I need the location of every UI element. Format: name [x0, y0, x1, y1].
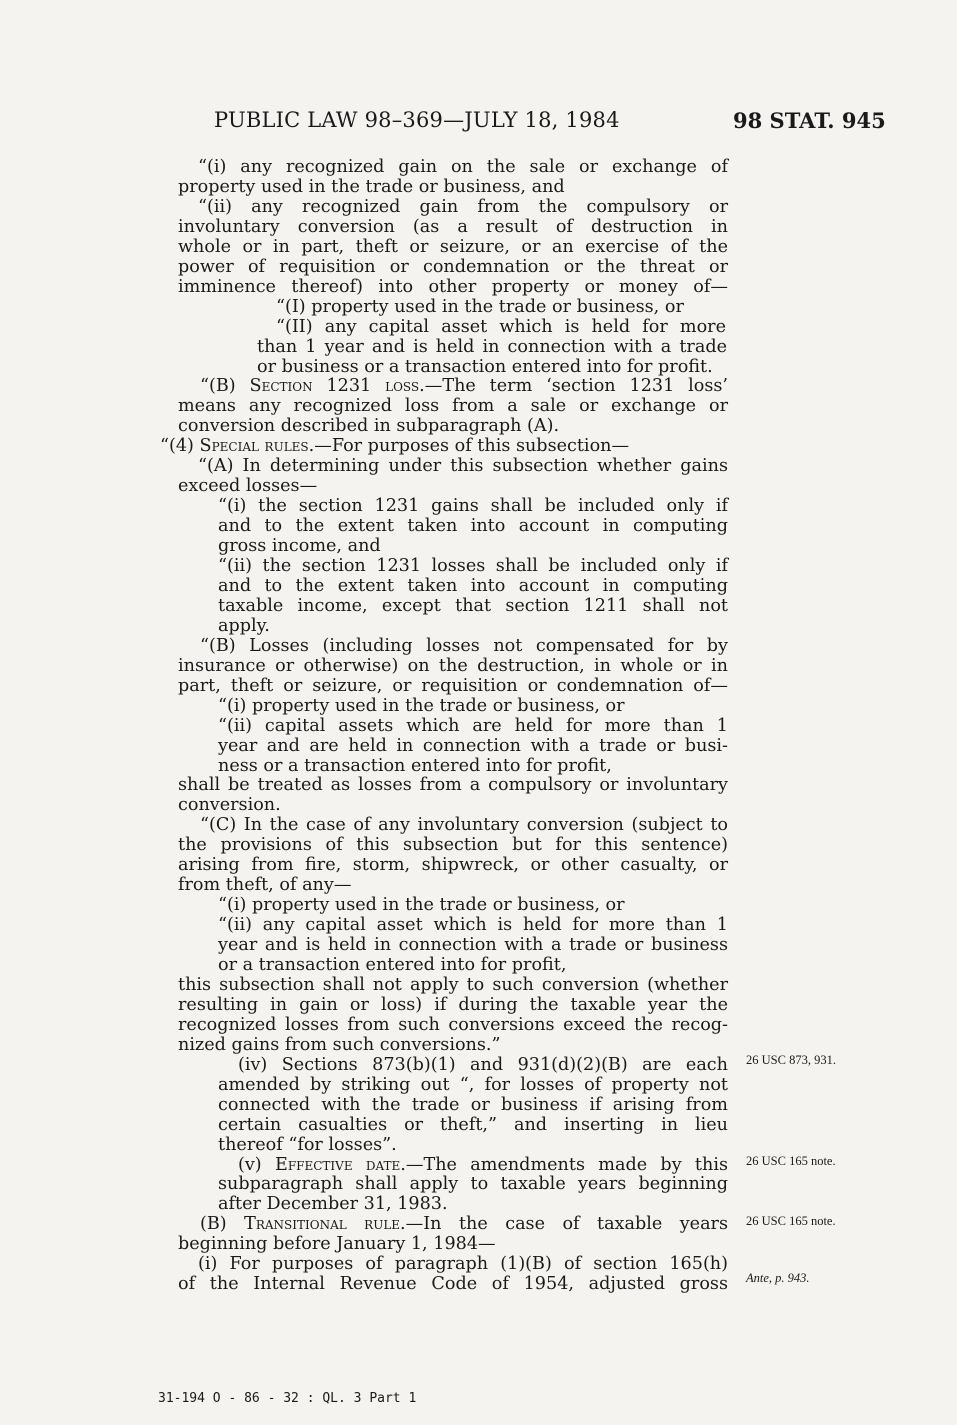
heading-small-caps: Section 1231 loss — [249, 376, 420, 397]
text-line: after December 31, 1983. — [218, 1194, 448, 1215]
text-line: (i) For purposes of paragraph (1)(B) of section 165(h) — [198, 1254, 728, 1275]
text-line: of the Internal Revenue Code of 1954, adjusted gross — [178, 1274, 728, 1295]
header-stat-citation: 98 STAT. 945 — [733, 108, 886, 133]
text-line: (v) Effective date.—The amendments made by this — [238, 1154, 728, 1175]
text-line: “(ii) capital assets which are held for more than 1 — [218, 715, 728, 736]
text-line: power of requisition or condemnation or the threat or — [178, 256, 728, 277]
text-line: “(i) the section 1231 gains shall be included only if — [218, 496, 728, 517]
text-line: part, theft or seizure, or requisition or condemnation of— — [178, 675, 728, 696]
text-line: thereof “for losses”. — [218, 1134, 397, 1155]
text-line: imminence thereof) into other property or money of— — [178, 276, 728, 297]
text-line: from theft, of any— — [178, 875, 352, 896]
text-line: apply. — [218, 615, 270, 636]
text-line: or business or a transaction entered into for profit. — [257, 356, 713, 377]
text-line: beginning before January 1, 1984— — [178, 1234, 496, 1255]
margin-note: Ante, p. 943. — [746, 1271, 810, 1285]
text-line: ness or a transaction entered into for profit, — [218, 755, 612, 776]
page-header — [0, 108, 957, 138]
text-line: “(i) property used in the trade or business, or — [218, 895, 625, 916]
text-line: year and is held in connection with a trade or business — [218, 935, 728, 956]
text-line: resulting in gain or loss) if during the taxable year the — [178, 994, 728, 1015]
text-line: “(C) In the case of any involuntary conversion (subject to — [200, 815, 728, 836]
text-line: amended by striking out “, for losses of property not — [218, 1074, 728, 1095]
page-footer: 31-194 O - 86 - 32 : QL. 3 Part 1 — [158, 1391, 417, 1406]
text-line: insurance or otherwise) on the destruction, in whole or in — [178, 655, 728, 676]
text-line: “(B) Losses (including losses not compensated for by — [200, 635, 728, 656]
header-title: PUBLIC LAW 98–369—JULY 18, 1984 — [214, 108, 620, 132]
text-line: (B) Transitional rule.—In the case of taxable years — [200, 1214, 728, 1235]
text-line: “(A) In determining under this subsection whether gains — [198, 456, 728, 477]
text-line: this subsection shall not apply to such conversion (whether — [178, 974, 728, 995]
text-line: (iv) Sections 873(b)(1) and 931(d)(2)(B) are each — [238, 1054, 728, 1075]
text-line: and to the extent taken into account in computing — [218, 516, 728, 537]
text-line: nized gains from such conversions.” — [178, 1034, 501, 1055]
text-line: taxable income, except that section 1211 shall not — [218, 595, 728, 616]
text-line: subparagraph shall apply to taxable years beginning — [218, 1174, 728, 1195]
text-line: than 1 year and is held in connection with a trade — [257, 336, 727, 357]
text-line: the provisions of this subsection but for this sentence) — [178, 835, 728, 856]
text-line: gross income, and — [218, 536, 381, 557]
margin-note: 26 USC 165 note. — [746, 1154, 836, 1168]
heading-small-caps: Transitional rule — [244, 1214, 401, 1235]
text-line: year and are held in connection with a trade or busi- — [218, 735, 728, 756]
text-line: means any recognized loss from a sale or exchange or — [178, 396, 728, 417]
text-line: recognized losses from such conversions exceed the recog- — [178, 1014, 728, 1035]
margin-note: 26 USC 165 note. — [746, 1214, 836, 1228]
text-line: exceed losses— — [178, 476, 318, 497]
text-line: whole or in part, theft or seizure, or an exercise of the — [178, 236, 728, 257]
text-line: “(B) Section 1231 loss.—The term ‘section 1231 loss’ — [200, 376, 729, 397]
text-line: “(i) any recognized gain on the sale or exchange of — [198, 157, 728, 177]
text-line: “(ii) any capital asset which is held for more than 1 — [218, 915, 728, 936]
margin-note: 26 USC 873, 931. — [746, 1053, 836, 1067]
heading-small-caps: Effective date — [274, 1154, 401, 1175]
text-line: “(i) property used in the trade or business, or — [218, 695, 625, 716]
text-line: “(4) Special rules.—For purposes of this subsection— — [160, 436, 630, 457]
text-line: “(I) property used in the trade or business, or — [276, 296, 684, 317]
text-line: and to the extent taken into account in computing — [218, 575, 728, 596]
text-line: or a transaction entered into for profit, — [218, 955, 567, 975]
text-line: conversion. — [178, 795, 281, 816]
text-line: connected with the trade or business if arising from — [218, 1094, 728, 1115]
text-line: “(ii) any recognized gain from the compulsory or — [198, 196, 728, 217]
text-line: property used in the trade or business, and — [178, 176, 565, 197]
text-line: arising from fire, storm, shipwreck, or other casualty, or — [178, 855, 728, 876]
text-line: conversion described in subparagraph (A). — [178, 416, 560, 437]
text-line: certain casualties or theft,” and inserting in lieu — [218, 1114, 728, 1135]
text-line: “(II) any capital asset which is held for more — [276, 316, 726, 337]
text-line: “(ii) the section 1231 losses shall be included only if — [218, 556, 728, 576]
text-line: shall be treated as losses from a compulsory or involuntary — [178, 775, 728, 796]
text-line: involuntary conversion (as a result of destruction in — [178, 216, 728, 237]
heading-small-caps: Special rules — [199, 436, 309, 457]
